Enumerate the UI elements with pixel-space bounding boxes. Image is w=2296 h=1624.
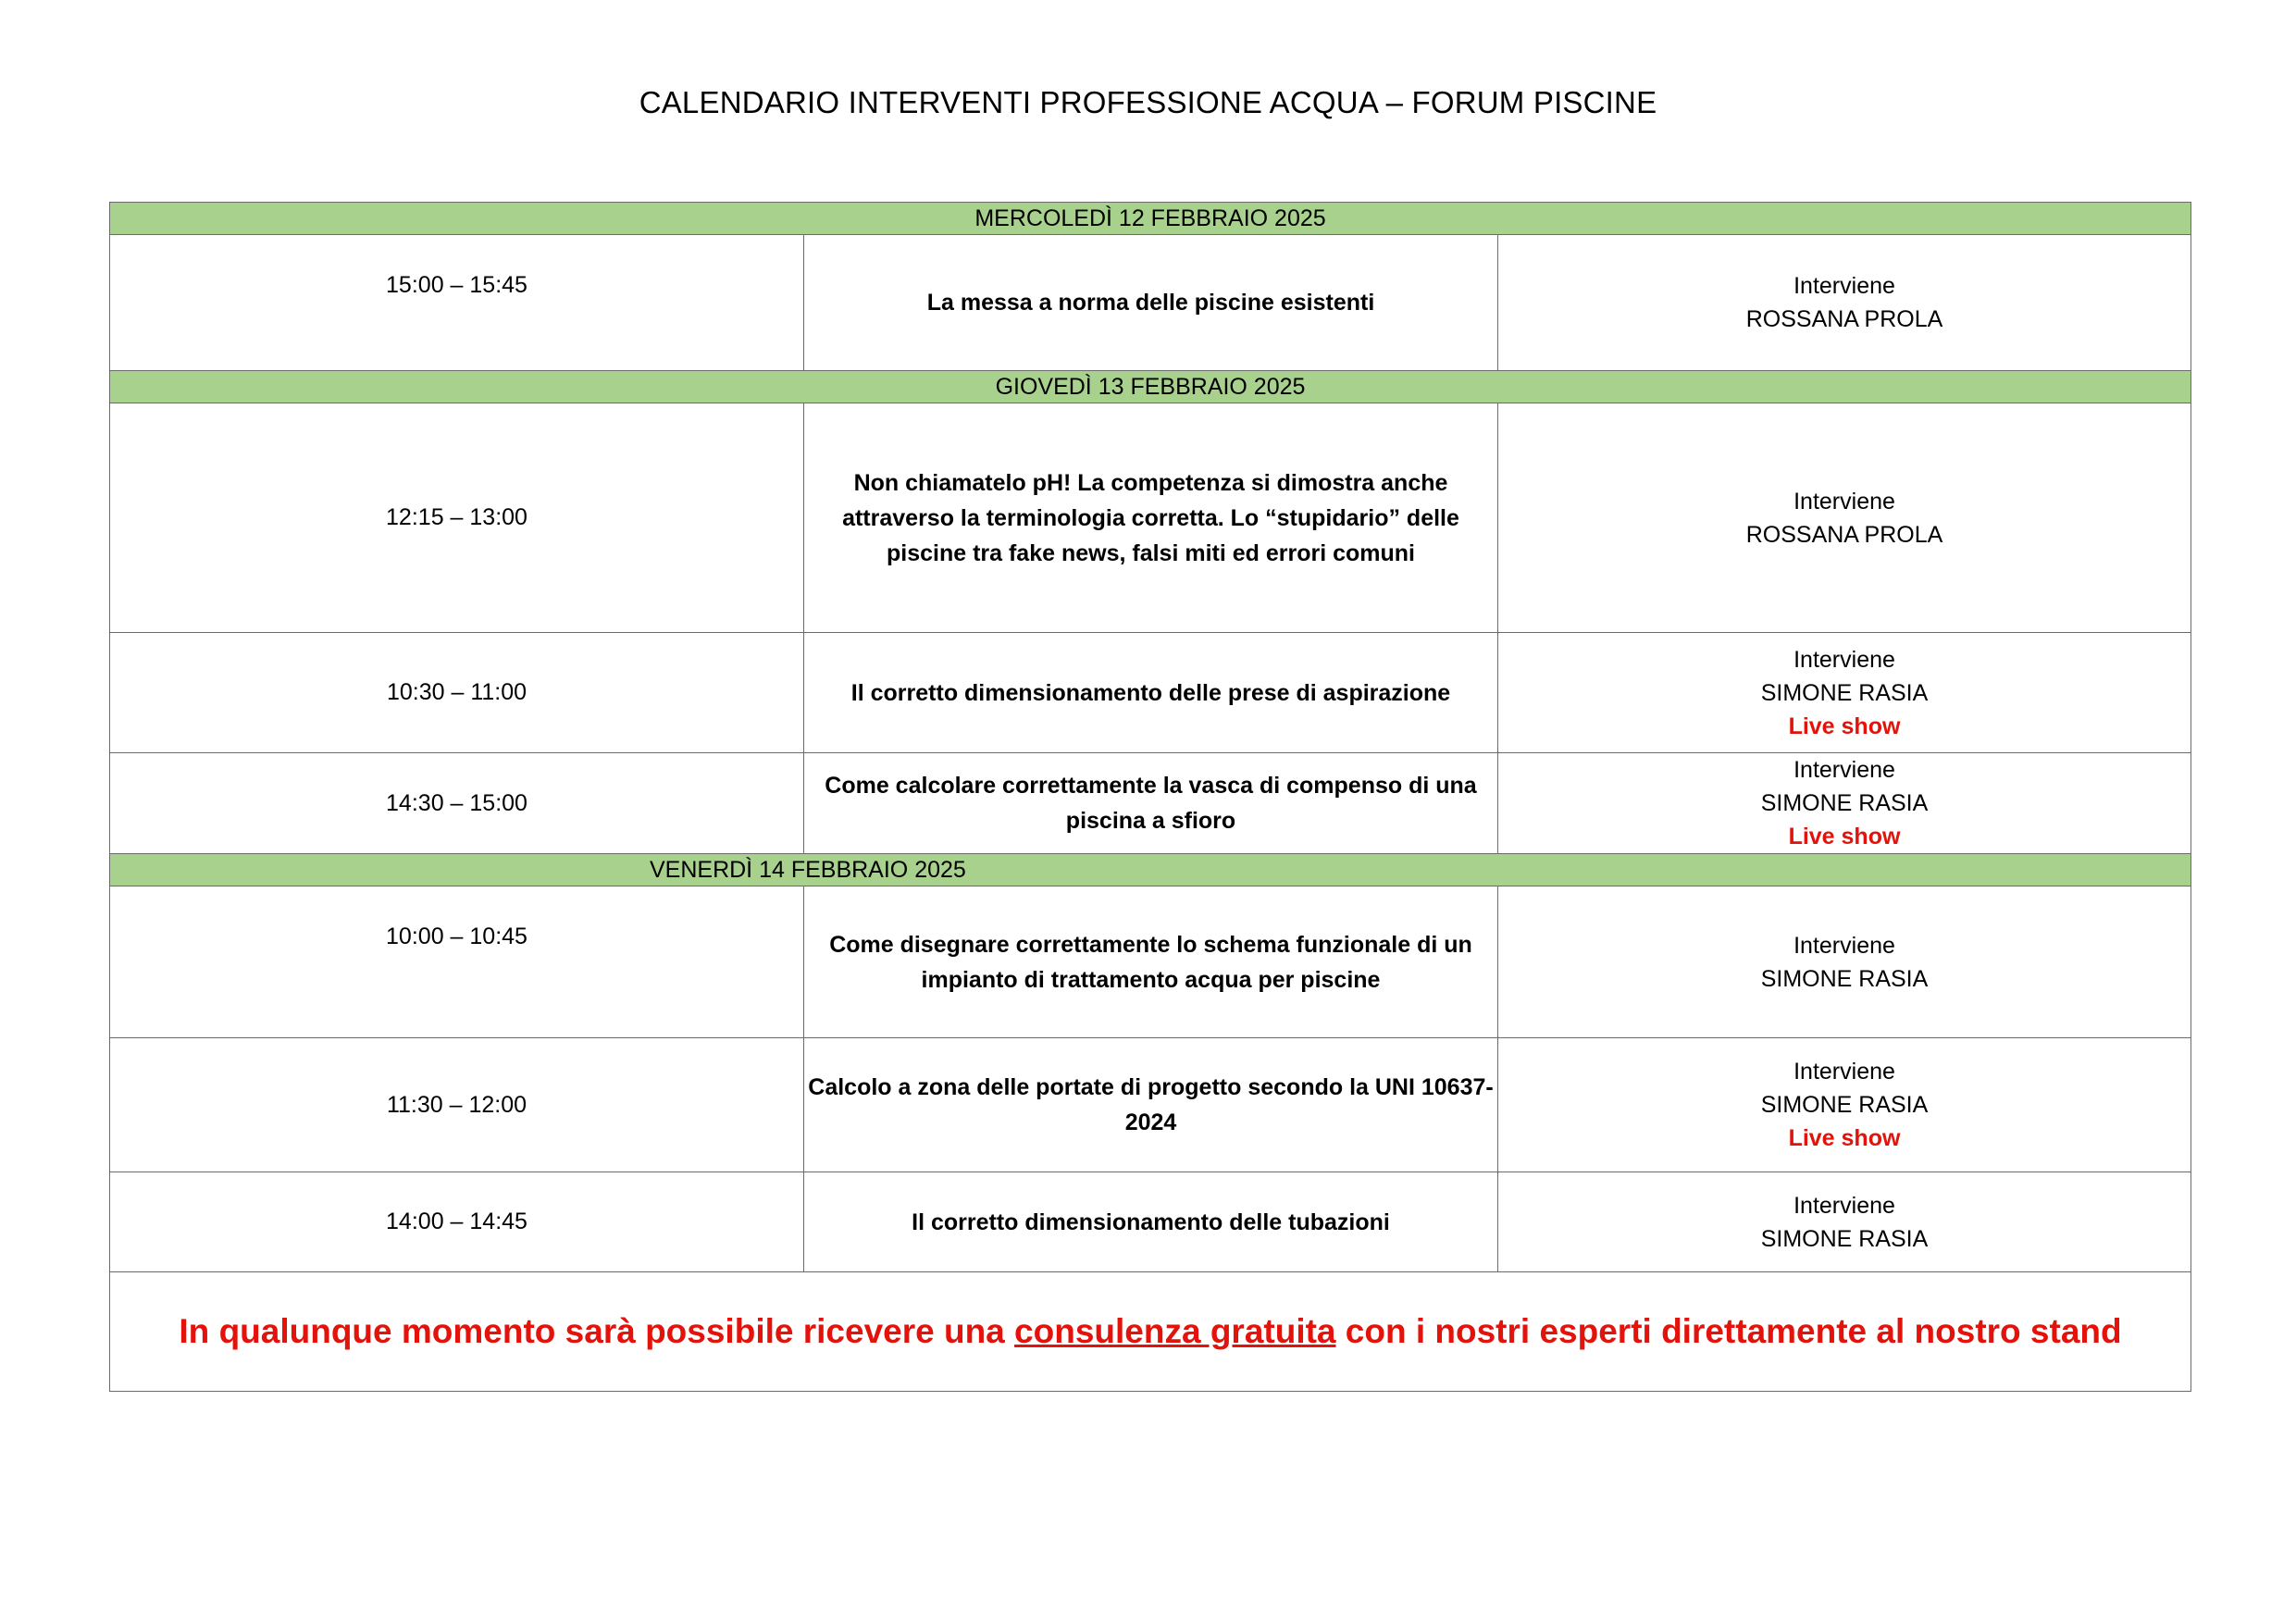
live-show-badge: Live show [1788,824,1901,849]
day-header-row [110,854,2191,886]
session-speaker [1498,403,2191,633]
session-speaker [1498,753,2191,854]
session-row [110,403,2191,633]
day-header: GIOVEDÌ 13 FEBBRAIO 2025 [110,371,2191,403]
speaker-label: Interviene [1793,1059,1895,1085]
session-row [110,886,2191,1038]
session-speaker [1498,235,2191,371]
speaker-label: Interviene [1793,273,1895,299]
speaker-label: Interviene [1793,932,1895,959]
session-speaker [1498,1172,2191,1272]
speaker-name: ROSSANA PROLA [1745,521,1943,548]
session-topic: La messa a norma delle piscine esistenti [804,235,1498,371]
session-time: 12:15 – 13:00 [110,403,804,633]
session-row [110,235,2191,371]
day-header-row [110,203,2191,235]
speaker-label: Interviene [1793,488,1895,514]
session-topic: Calcolo a zona delle portate di progetto secondo la UNI 10637-2024 [804,1038,1498,1172]
session-row [110,633,2191,753]
session-topic: Come disegnare correttamente lo schema funzionale di un impianto di trattamento acqua per piscine [804,886,1498,1038]
session-time: 14:30 – 15:00 [110,753,804,854]
day-header: MERCOLEDÌ 12 FEBBRAIO 2025 [110,203,2191,235]
note-row [110,1272,2191,1392]
session-row [110,753,2191,854]
speaker-label: Interviene [1793,646,1895,673]
note-text-after: con i nostri esperti direttamente al nostro stand [1335,1312,2122,1350]
session-topic: Il corretto dimensionamento delle prese di aspirazione [804,633,1498,753]
session-row [110,1038,2191,1172]
session-speaker [1498,886,2191,1038]
session-topic: Come calcolare correttamente la vasca di compenso di una piscina a sfioro [804,753,1498,854]
live-show-badge: Live show [1788,713,1901,739]
day-header-row [110,371,2191,403]
consultation-note [110,1272,2191,1392]
session-topic: Non chiamatelo pH! La competenza si dimostra anche attraverso la terminologia corretta. Lo “stupidario” delle piscine tra fake news, falsi miti ed errori comuni [804,403,1498,633]
schedule-table [109,202,2191,1392]
speaker-label: Interviene [1793,1192,1895,1219]
speaker-name: ROSSANA PROLA [1745,306,1943,332]
session-time: 15:00 – 15:45 [110,235,804,371]
session-speaker [1498,633,2191,753]
session-topic: Il corretto dimensionamento delle tubazioni [804,1172,1498,1272]
session-time: 10:30 – 11:00 [110,633,804,753]
session-time: 14:00 – 14:45 [110,1172,804,1272]
day-header: VENERDÌ 14 FEBBRAIO 2025 [110,854,2191,886]
speaker-label: Interviene [1793,757,1895,783]
speaker-name: SIMONE RASIA [1760,965,1929,992]
note-text-before: In qualunque momento sarà possibile ricevere una [179,1312,1015,1350]
session-speaker [1498,1038,2191,1172]
live-show-badge: Live show [1788,1125,1901,1151]
speaker-name: SIMONE RASIA [1760,1225,1929,1252]
session-row [110,1172,2191,1272]
session-time: 10:00 – 10:45 [110,886,804,1038]
speaker-name: SIMONE RASIA [1760,679,1929,706]
speaker-name: SIMONE RASIA [1760,790,1929,816]
speaker-name: SIMONE RASIA [1760,1092,1929,1118]
note-highlight: consulenza gratuita [1014,1312,1336,1350]
page-title: CALENDARIO INTERVENTI PROFESSIONE ACQUA – FORUM PISCINE [639,85,1657,119]
session-time: 11:30 – 12:00 [110,1038,804,1172]
